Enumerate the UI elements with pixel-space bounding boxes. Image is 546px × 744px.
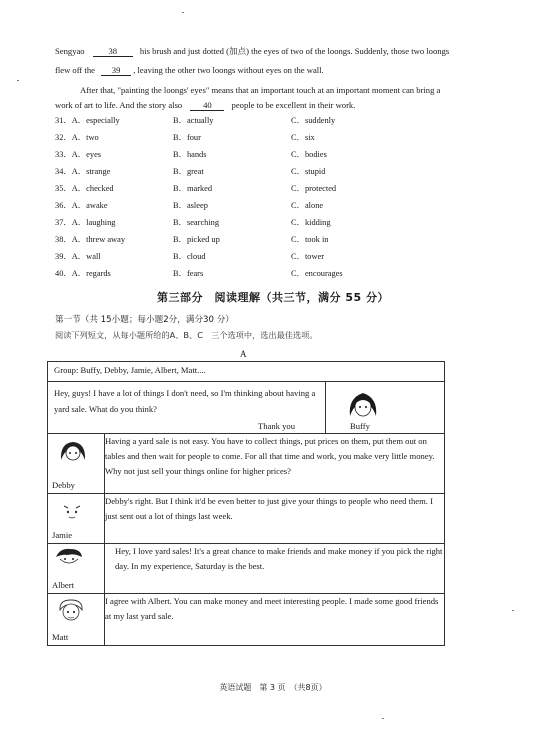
option-a: 39．A．wall	[55, 252, 101, 261]
blank-40: 40	[190, 100, 224, 111]
instructions: 阅读下列短文，从每小题所给的A、B、C 三个选项中，选出最佳选项。	[55, 330, 318, 340]
forum-thread	[47, 361, 445, 646]
jamie-avatar-cell	[48, 494, 105, 544]
option-row	[55, 199, 475, 216]
option-row	[55, 182, 475, 199]
jamie-post: Debby's right. But I think it'd be even better to just give your things to people who need them. I just sent out a lot of things last week.	[105, 494, 445, 544]
passage-text: work of art to life. And the story also	[55, 100, 183, 110]
passage-text: his brush and just dotted (加点) the eyes of two of the loongs. Suddenly, those two loongs	[139, 46, 450, 56]
option-c: C．encourages	[291, 269, 343, 278]
option-c: C．protected	[291, 184, 337, 193]
buffy-message: Hey, guys! I have a lot of things I don't need, so I'm thinking about having a yard sale. What do you think?	[54, 388, 316, 414]
option-b: B．picked up	[173, 235, 220, 244]
option-a: 33．A．eyes	[55, 150, 102, 159]
matt-post: I agree with Albert. You can make money and meet interesting people. I made some good friends at my last yard sale.	[105, 594, 445, 646]
debby-avatar-cell	[48, 434, 105, 494]
buffy-name: Buffy	[350, 421, 370, 431]
option-c: C．alone	[291, 201, 324, 210]
debby-name: Debby	[52, 480, 75, 490]
option-b: B．cloud	[173, 252, 206, 261]
passage-text: people to be excellent in their work.	[231, 100, 356, 110]
option-a: 40．A．regards	[55, 269, 111, 278]
option-row	[55, 165, 475, 182]
option-a: 32．A．two	[55, 133, 99, 142]
scan-speck	[512, 610, 514, 611]
albert-post: Hey, I love yard sales! It's a great chance to make friends and make money if you pick the right day. In my experience, Saturday is the best.	[105, 544, 445, 594]
option-b: B．great	[173, 167, 204, 176]
scan-speck	[182, 12, 184, 13]
passage-line-1	[55, 45, 449, 57]
option-c: C．stupid	[291, 167, 326, 176]
option-a: 36．A．awake	[55, 201, 108, 210]
passage-line-3: After that, "painting the loongs' eyes" means that an important touch at an important moment can bring a	[80, 85, 441, 95]
option-row	[55, 148, 475, 165]
passage-label: A	[240, 349, 247, 359]
page-footer: 英语试题 第 3 页 （共8页）	[219, 683, 327, 692]
divider	[325, 382, 326, 433]
option-c: C．kidding	[291, 218, 331, 227]
matt-avatar	[56, 598, 86, 624]
option-row	[55, 131, 475, 148]
option-c: C．six	[291, 133, 315, 142]
passage-line-2	[55, 65, 324, 76]
option-c: C．bodies	[291, 150, 327, 159]
option-a: 35．A．checked	[55, 184, 114, 193]
option-row	[55, 114, 475, 131]
blank-38: 38	[93, 46, 133, 57]
option-c: C．tower	[291, 252, 325, 261]
option-b: B．searching	[173, 218, 220, 227]
section-heading: 第三部分 阅读理解（共三节，满分 55 分）	[157, 291, 389, 304]
option-b: B．asleep	[173, 201, 208, 210]
option-b: B．fears	[173, 269, 204, 278]
group-header: Group: Buffy, Debby, Jamie, Albert, Matt....	[48, 362, 445, 382]
matt-avatar-cell	[48, 594, 105, 646]
jamie-avatar	[58, 502, 86, 524]
option-b: B．hands	[173, 150, 207, 159]
jamie-name: Jamie	[52, 530, 73, 540]
option-row	[55, 250, 475, 267]
answer-options	[55, 114, 475, 284]
option-b: B．marked	[173, 184, 213, 193]
debby-avatar	[58, 440, 88, 464]
passage-line-4	[55, 100, 355, 111]
option-c: C．suddenly	[291, 116, 336, 125]
option-a: 37．A．laughing	[55, 218, 116, 227]
debby-post: Having a yard sale is not easy. You have to collect things, put prices on them, put them out on tables and then wait for people to come. For all that time and work, you make very little money. Why not just sell your things online for higher prices?	[105, 434, 445, 494]
passage-text: Sengyao	[55, 46, 85, 56]
scan-speck	[382, 718, 384, 719]
albert-avatar-cell	[48, 544, 105, 594]
matt-name: Matt	[52, 632, 69, 642]
option-a: 38．A．threw away	[55, 235, 126, 244]
option-row	[55, 267, 475, 284]
option-a: 31．A．especially	[55, 116, 120, 125]
buffy-post	[48, 382, 445, 434]
scan-speck	[17, 80, 19, 81]
albert-name: Albert	[52, 580, 74, 590]
option-b: B．four	[173, 133, 201, 142]
passage-text: flew off the	[55, 65, 95, 75]
option-row	[55, 216, 475, 233]
option-a: 34．A．strange	[55, 167, 111, 176]
blank-39: 39	[101, 65, 131, 76]
passage-text: , leaving the other two loongs without eyes on the wall.	[133, 65, 324, 75]
buffy-thanks: Thank you	[258, 421, 295, 431]
option-b: B．actually	[173, 116, 214, 125]
albert-avatar	[54, 547, 84, 571]
option-c: C．took in	[291, 235, 329, 244]
option-row	[55, 233, 475, 250]
buffy-avatar	[346, 390, 380, 418]
subsection-title: 第一节（共 15小题；每小题2分，满分30 分）	[55, 315, 234, 325]
